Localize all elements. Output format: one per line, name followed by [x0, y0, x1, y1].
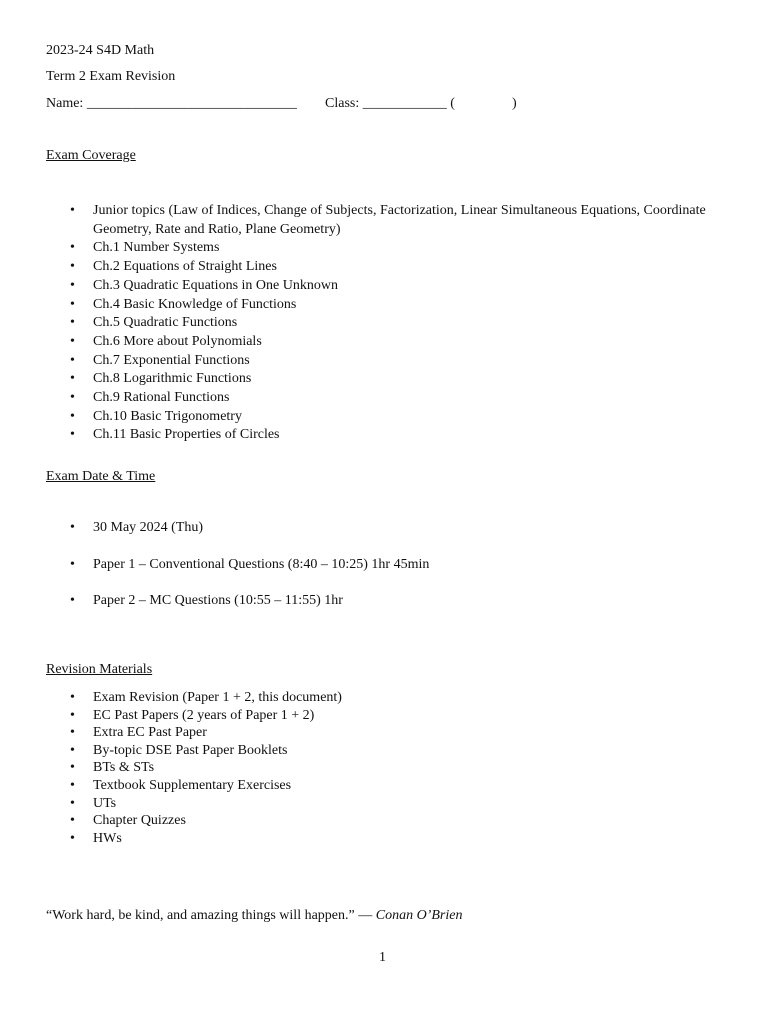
quote: [46, 908, 462, 924]
list-item: • Ch.6 More about Polynomials: [70, 333, 730, 352]
class-field-line: Class: ____________ (: [325, 96, 455, 111]
quote-text: “Work hard, be kind, and amazing things will happen.” —: [46, 908, 373, 923]
class-number-close: ): [512, 96, 517, 111]
revision-materials-heading: Revision Materials: [46, 662, 153, 677]
list-item: • HWs: [70, 830, 730, 848]
name-field-line: Name: ______________________________: [46, 96, 297, 111]
list-item: • Ch.1 Number Systems: [70, 239, 730, 258]
list-item: • EC Past Papers (2 years of Paper 1 + 2): [70, 707, 730, 725]
revision-materials-list: [70, 689, 730, 847]
exam-coverage-heading: Exam Coverage: [46, 148, 136, 163]
list-item: • Paper 2 – MC Questions (10:55 – 11:55) 1hr: [70, 592, 730, 610]
list-item: • Ch.4 Basic Knowledge of Functions: [70, 296, 730, 315]
list-item: • UTs: [70, 795, 730, 813]
list-item: • By-topic DSE Past Paper Booklets: [70, 742, 730, 760]
list-item: • Ch.2 Equations of Straight Lines: [70, 258, 730, 277]
list-item: • Ch.10 Basic Trigonometry: [70, 408, 730, 427]
exam-coverage-list: [70, 202, 730, 445]
list-item: • BTs & STs: [70, 759, 730, 777]
list-item: • Textbook Supplementary Exercises: [70, 777, 730, 795]
list-item: • Junior topics (Law of Indices, Change of Subjects, Factorization, Linear Simultaneous Equations, Coordinate Geometry, Rate and Ratio, Plane Geometry): [70, 202, 730, 239]
list-item: • Exam Revision (Paper 1 + 2, this document): [70, 689, 730, 707]
exam-date-list: [70, 519, 730, 629]
exam-date-heading: Exam Date & Time: [46, 469, 156, 484]
list-item: • Ch.3 Quadratic Equations in One Unknown: [70, 277, 730, 296]
list-item: • Ch.8 Logarithmic Functions: [70, 370, 730, 389]
list-item: • Paper 1 – Conventional Questions (8:40 – 10:25) 1hr 45min: [70, 556, 730, 574]
list-item: • 30 May 2024 (Thu): [70, 519, 730, 537]
page-number: 1: [379, 950, 386, 965]
list-item: • Chapter Quizzes: [70, 812, 730, 830]
list-item: • Ch.9 Rational Functions: [70, 389, 730, 408]
list-item: • Extra EC Past Paper: [70, 724, 730, 742]
course-label: 2023-24 S4D Math: [46, 43, 155, 58]
quote-author: Conan O’Brien: [375, 908, 463, 923]
list-item: • Ch.11 Basic Properties of Circles: [70, 426, 730, 445]
list-item: • Ch.7 Exponential Functions: [70, 352, 730, 371]
list-item: • Ch.5 Quadratic Functions: [70, 314, 730, 333]
document-title: Term 2 Exam Revision: [46, 69, 176, 84]
